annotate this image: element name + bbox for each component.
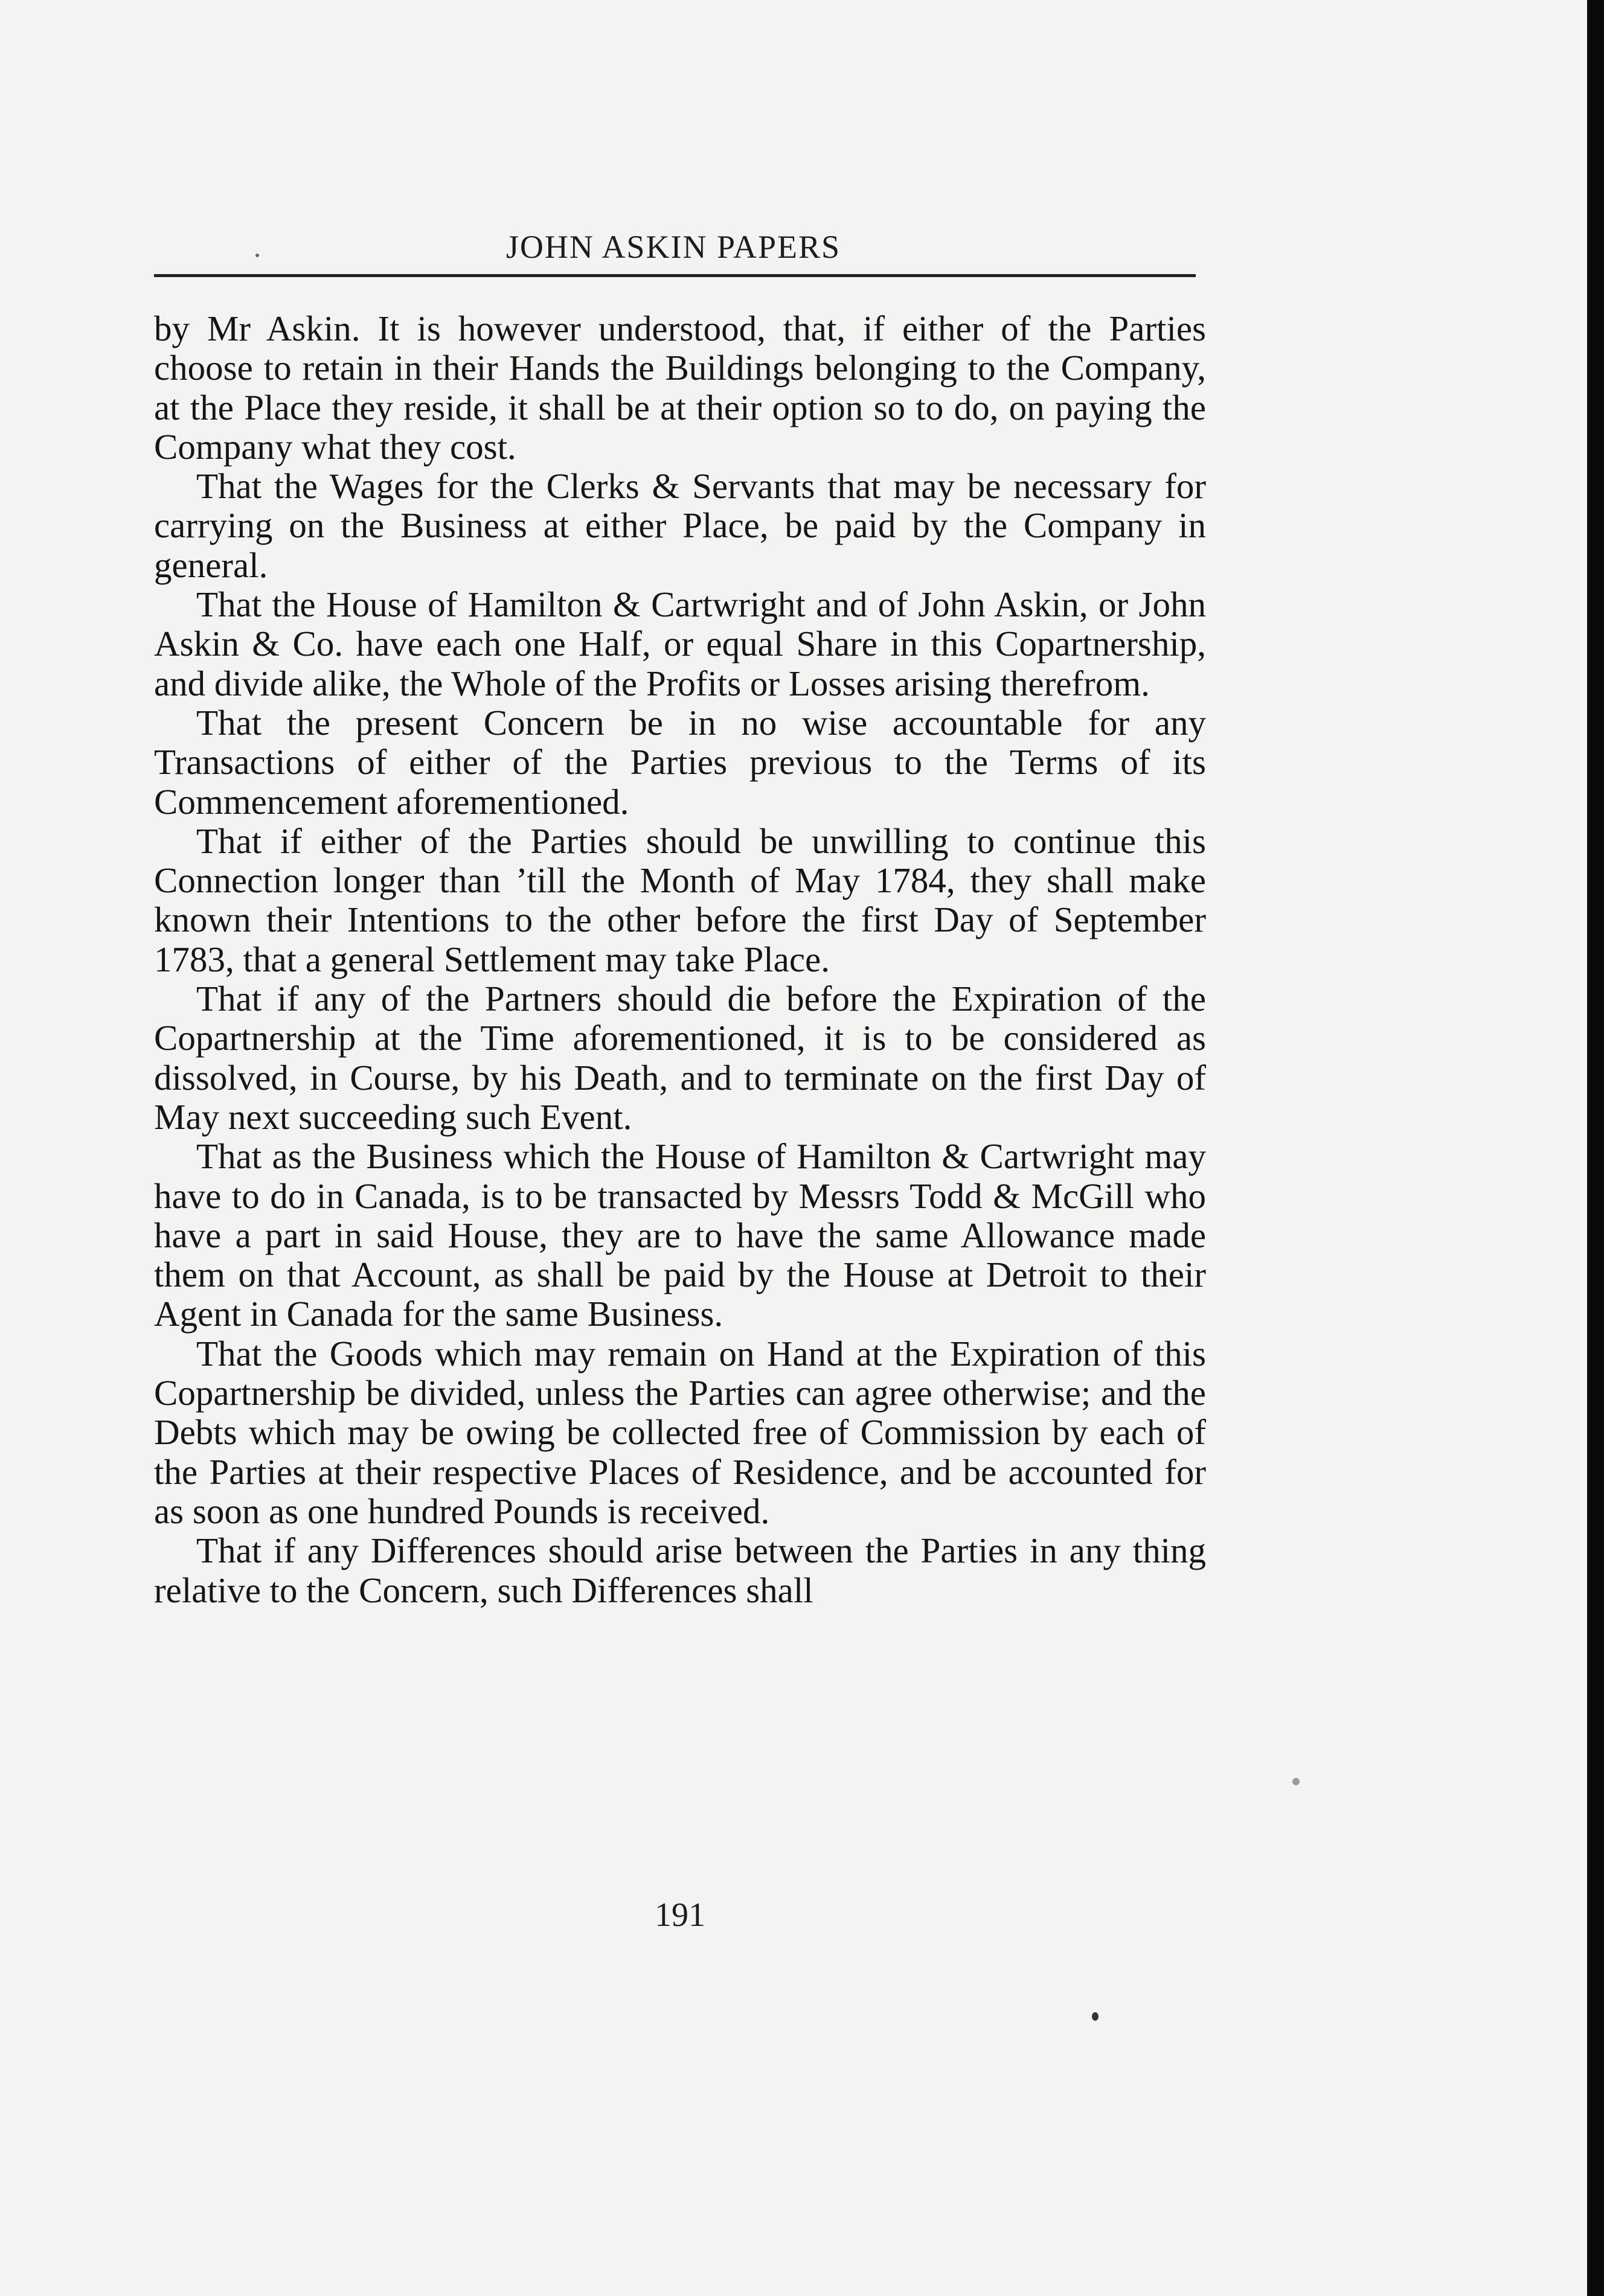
paragraph: That if any Differences should arise between the Parties in any thing relative to the Concern, such Differences shall <box>154 1530 1206 1610</box>
running-head: JOHN ASKIN PAPERS <box>505 229 841 265</box>
paragraph: That the Goods which may remain on Hand at the Expiration of this Copartnership be divided, unless the Parties can agree otherwise; and the Debts which may be owing be collected free of Commission by each of the Parties at their respective Places of Residence, and be accounted for as soon as one hundred Pounds is received. <box>154 1333 1206 1531</box>
paragraph: That the Wages for the Clerks & Servants that may be necessary for carrying on the Business at either Place, be paid by the Company in general. <box>154 466 1206 585</box>
dust-speck <box>1092 2012 1099 2021</box>
paragraph: That if any of the Partners should die before the Expiration of the Copartnership at the Time aforementioned, it is to be considered as dissolved, in Course, by his Death, and to terminate on the first Day of May next succeeding such Event. <box>154 979 1206 1137</box>
dust-speck <box>255 254 259 257</box>
body-text <box>154 309 1206 1610</box>
paragraph: That the House of Hamilton & Cartwright and of John Askin, or John Askin & Co. have each one Half, or equal Share in this Copartnership, and divide alike, the Whole of the Profits or Losses arising therefrom. <box>154 584 1206 703</box>
paragraph: That if either of the Parties should be unwilling to continue this Connection longer than ’till the Month of May 1784, they shall make known their Intentions to the other before the first Day of September 1783, that a general Settlement may take Place. <box>154 820 1206 979</box>
paragraph: That as the Business which the House of Hamilton & Cartwright may have to do in Canada, is to be transacted by Messrs Todd & McGill who have a part in said House, they are to have the same Allowance made them on that Account, as shall be paid by the House at Detroit to their Agent in Canada for the same Business. <box>154 1136 1206 1334</box>
page-number: 191 <box>655 1896 705 1934</box>
scan-border <box>1587 0 1604 2296</box>
header-rule <box>154 274 1196 277</box>
dust-speck <box>1292 1778 1300 1785</box>
paragraph: by Mr Askin. It is however understood, that, if either of the Parties choose to retain in their Hands the Buildings belonging to the Company, at the Place they reside, it shall be at their option so to do, on paying the Company what they cost. <box>154 309 1206 467</box>
paragraph: That the present Concern be in no wise accountable for any Transactions of either of the Parties previous to the Terms of its Commencement aforementioned. <box>154 702 1206 822</box>
